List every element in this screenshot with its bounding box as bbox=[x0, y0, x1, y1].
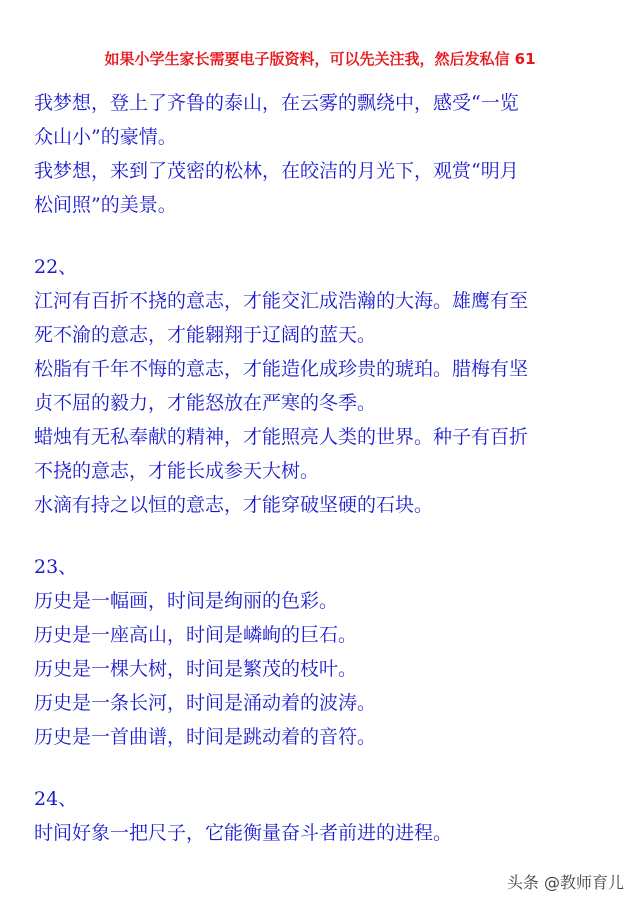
text-line: 死不渝的意志，才能翱翔于辽阔的蓝天。 bbox=[34, 324, 377, 346]
section-number: 24、 bbox=[34, 788, 78, 810]
text-line: 我梦想，来到了茂密的松林，在皎洁的月光下，观赏“明月 bbox=[34, 160, 519, 182]
text-line: 松脂有千年不悔的意志，才能造化成珍贵的琥珀。腊梅有坚 bbox=[34, 358, 529, 380]
watermark-text: 头条 @教师育儿 bbox=[506, 873, 624, 892]
section-number: 23、 bbox=[34, 556, 78, 578]
text-line: 我梦想，登上了齐鲁的泰山，在云雾的飘绕中，感受“一览 bbox=[34, 92, 519, 114]
text-line: 水滴有持之以恒的意志，才能穿破坚硬的石块。 bbox=[34, 494, 434, 516]
text-line: 蜡烛有无私奉献的精神，才能照亮人类的世界。种子有百折 bbox=[34, 426, 529, 448]
text-line: 江河有百折不挠的意志，才能交汇成浩瀚的大海。雄鹰有至 bbox=[34, 290, 529, 312]
text-line: 贞不屈的毅力，才能怒放在严寒的冬季。 bbox=[34, 392, 377, 414]
text-line: 不挠的意志，才能长成参天大树。 bbox=[34, 460, 320, 482]
text-line: 历史是一首曲谱，时间是跳动着的音符。 bbox=[34, 726, 377, 748]
section-number: 22、 bbox=[34, 256, 78, 278]
section-23 bbox=[34, 550, 624, 754]
text-line: 历史是一条长河，时间是涌动着的波涛。 bbox=[34, 692, 377, 714]
text-line: 历史是一棵大树，时间是繁茂的枝叶。 bbox=[34, 658, 358, 680]
promo-header: 如果小学生家长需要电子版资料，可以先关注我，然后发私信 61 bbox=[104, 50, 536, 68]
text-line: 历史是一座高山，时间是嶙峋的巨石。 bbox=[34, 624, 358, 646]
document-body bbox=[34, 86, 624, 850]
text-line: 时间好象一把尺子，它能衡量奋斗者前进的进程。 bbox=[34, 822, 453, 844]
text-line: 历史是一幅画，时间是绚丽的色彩。 bbox=[34, 590, 339, 612]
text-line: 松间照”的美景。 bbox=[34, 194, 177, 216]
source-watermark bbox=[507, 870, 624, 893]
section-24 bbox=[34, 782, 624, 850]
section-22 bbox=[34, 250, 624, 522]
section-intro bbox=[34, 86, 624, 222]
text-line: 众山小”的豪情。 bbox=[34, 126, 177, 148]
